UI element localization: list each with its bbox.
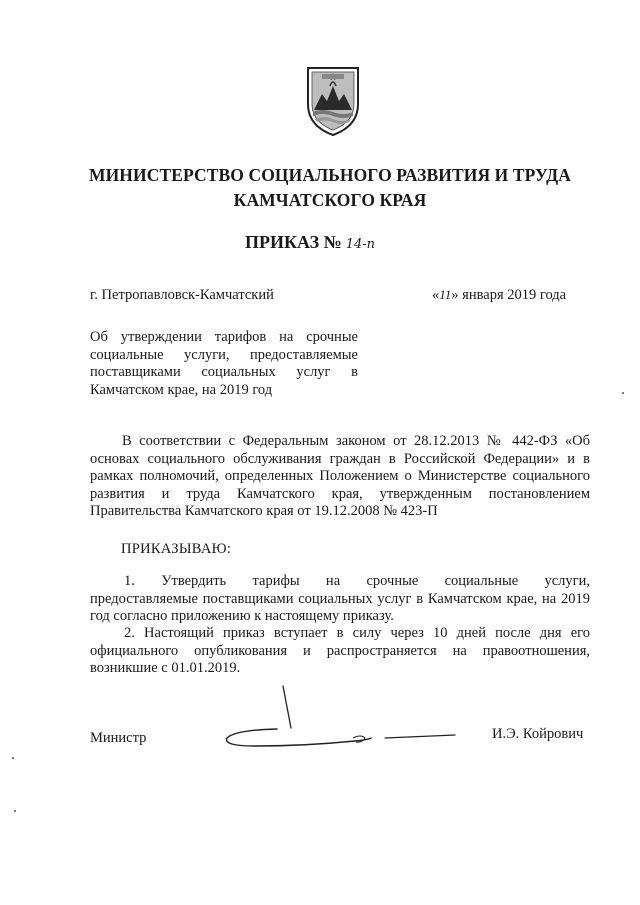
signature-block: [0, 680, 640, 770]
issue-city: г. Петропавловск-Камчатский: [90, 287, 274, 303]
order-number: 14-п: [345, 237, 375, 252]
preamble-line: рамках полномочий, определенных Положением о Министерстве социального: [90, 468, 590, 484]
subject-line: Камчатском крае, на 2019 год: [90, 381, 273, 398]
order-item-line: предоставляемые поставщиками социальных услуг в Камчатском крае, на 2019: [90, 590, 590, 607]
preamble-line: основах социального обслуживания граждан в Российской Федерации» и в: [90, 450, 590, 467]
ministry-name-line-2: КАМЧАТСКОГО КРАЯ: [233, 190, 427, 210]
order-item-line: год согласно приложению к настоящему приказу.: [90, 608, 394, 624]
preamble-line: В соответствии с Федеральным законом от 28.12.2013 № 442-ФЗ «Об: [122, 433, 590, 449]
kamchatka-coat-of-arms-icon: [302, 64, 364, 138]
order-subject: [90, 329, 358, 399]
order-item-line: официального опубликования и распространяется на правоотношения,: [90, 642, 590, 659]
ministry-name-line-1: МИНИСТЕРСТВО СОЦИАЛЬНОГО РАЗВИТИЯ И ТРУДА: [88, 165, 572, 185]
issue-date-open-quote: «: [432, 287, 440, 303]
preamble-line: Правительства Камчатского края от 19.12.2008 № 423-П: [90, 503, 438, 519]
preamble-paragraph: [90, 433, 590, 521]
handwritten-signature: [215, 680, 465, 760]
scan-speck: [12, 757, 14, 759]
order-item-line: возникшие с 01.01.2019.: [90, 660, 241, 676]
ministry-name: [40, 163, 620, 213]
issue-date-rest: » января 2019 года: [451, 287, 567, 303]
signer-position: Министр: [90, 730, 147, 746]
subject-line: поставщиками социальных услуг в: [90, 364, 358, 380]
issue-date: [432, 286, 566, 304]
order-directive: ПРИКАЗЫВАЮ:: [121, 541, 232, 557]
subject-line: социальные услуги, предоставляемые: [90, 346, 358, 363]
order-heading: [150, 230, 470, 257]
order-title: ПРИКАЗ №: [244, 232, 342, 252]
scan-speck: [622, 392, 624, 394]
order-item-2: [90, 625, 590, 678]
preamble-line: развития и труда Камчатского края, утвержденным постановлением: [90, 485, 590, 502]
signer-name: И.Э. Койрович: [492, 726, 584, 742]
order-item-line: 1. Утвердить тарифы на срочные социальные услуги,: [124, 573, 590, 589]
issue-date-day: 11: [439, 287, 452, 302]
subject-line: Об утверждении тарифов на срочные: [90, 329, 358, 345]
order-item-line: 2. Настоящий приказ вступает в силу через 10 дней после дня его: [124, 625, 590, 641]
order-item-1: [90, 573, 590, 626]
scan-speck: [14, 810, 16, 812]
